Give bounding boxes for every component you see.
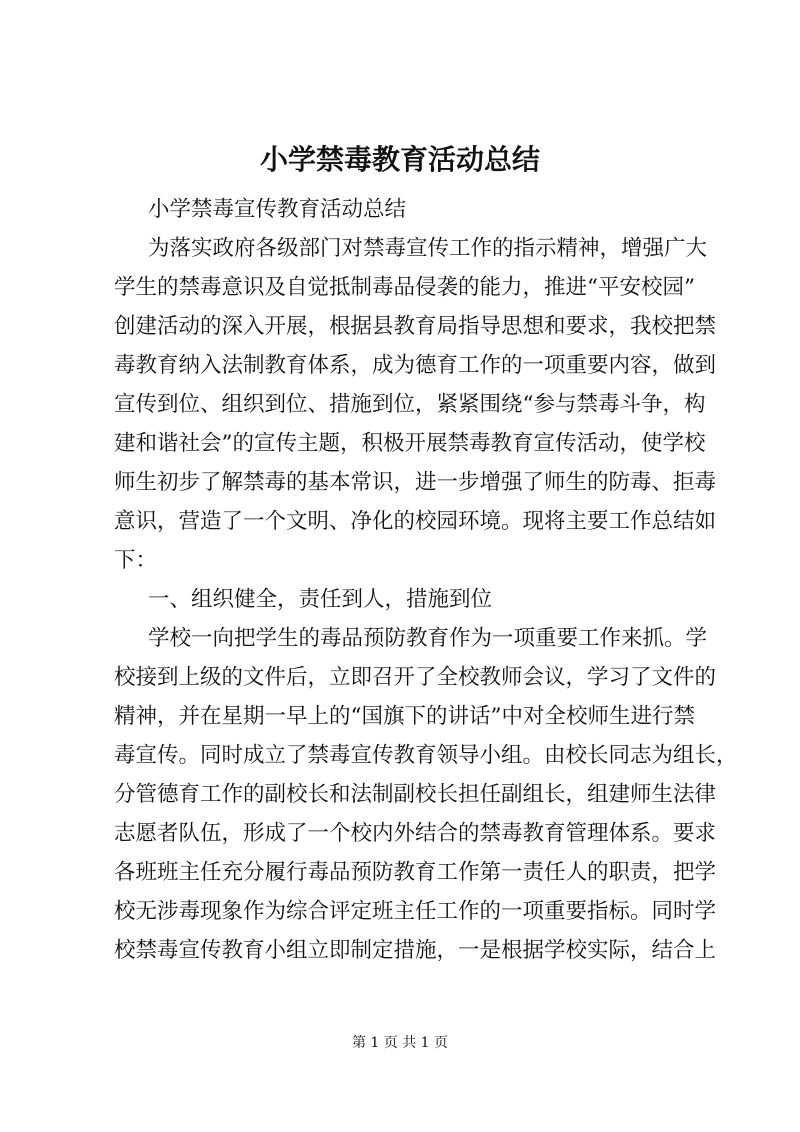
section-heading: 一、组织健全，责任到人，措施到位 xyxy=(148,587,493,612)
paragraph-line: 校禁毒宣传教育小组立即制定措施，一是根据学校实际，结合上 xyxy=(114,938,717,963)
paragraph-line: 志愿者队伍，形成了一个校内外结合的禁毒教育管理体系。要求 xyxy=(114,821,717,846)
subtitle-line: 小学禁毒宣传教育活动总结 xyxy=(148,197,407,222)
paragraph-line: 下： xyxy=(114,548,158,573)
document-body xyxy=(114,190,738,970)
page-number-footer: 第 1 页 共 1 页 xyxy=(351,1035,449,1051)
paragraph-line: 分管德育工作的副校长和法制副校长担任副组长，组建师生法律 xyxy=(114,782,717,807)
paragraph-line: 意识，营造了一个文明、净化的校园环境。现将主要工作总结如 xyxy=(114,509,717,534)
paragraph-line: 毒宣传。同时成立了禁毒宣传教育领导小组。由校长同志为组长， xyxy=(114,743,738,768)
paragraph-line: 校无涉毒现象作为综合评定班主任工作的一项重要指标。同时学 xyxy=(114,899,717,924)
paragraph-line: 校接到上级的文件后，立即召开了全校教师会议，学习了文件的 xyxy=(114,665,717,690)
paragraph-line: 为落实政府各级部门对禁毒宣传工作的指示精神，增强广大 xyxy=(148,236,708,261)
document-title: 小学禁毒教育活动总结 xyxy=(259,143,540,176)
paragraph-line: 学生的禁毒意识及自觉抵制毒品侵袭的能力，推进“平安校园” xyxy=(114,275,695,300)
paragraph-line: 各班班主任充分履行毒品预防教育工作第一责任人的职责，把学 xyxy=(114,860,717,885)
paragraph-line: 学校一向把学生的毒品预防教育作为一项重要工作来抓。学 xyxy=(148,626,708,651)
paragraph-line: 创建活动的深入开展，根据县教育局指导思想和要求，我校把禁 xyxy=(114,314,717,339)
paragraph-line: 建和谐社会”的宣传主题，积极开展禁毒教育宣传活动，使学校 xyxy=(114,431,706,456)
paragraph-line: 精神，并在星期一早上的“国旗下的讲话”中对全校师生进行禁 xyxy=(114,704,695,729)
paragraph-line: 宣传到位、组织到位、措施到位，紧紧围绕“参与禁毒斗争，构 xyxy=(114,392,706,417)
paragraph-line: 师生初步了解禁毒的基本常识，进一步增强了师生的防毒、拒毒 xyxy=(114,470,717,495)
paragraph-line: 毒教育纳入法制教育体系，成为德育工作的一项重要内容，做到 xyxy=(114,353,717,378)
